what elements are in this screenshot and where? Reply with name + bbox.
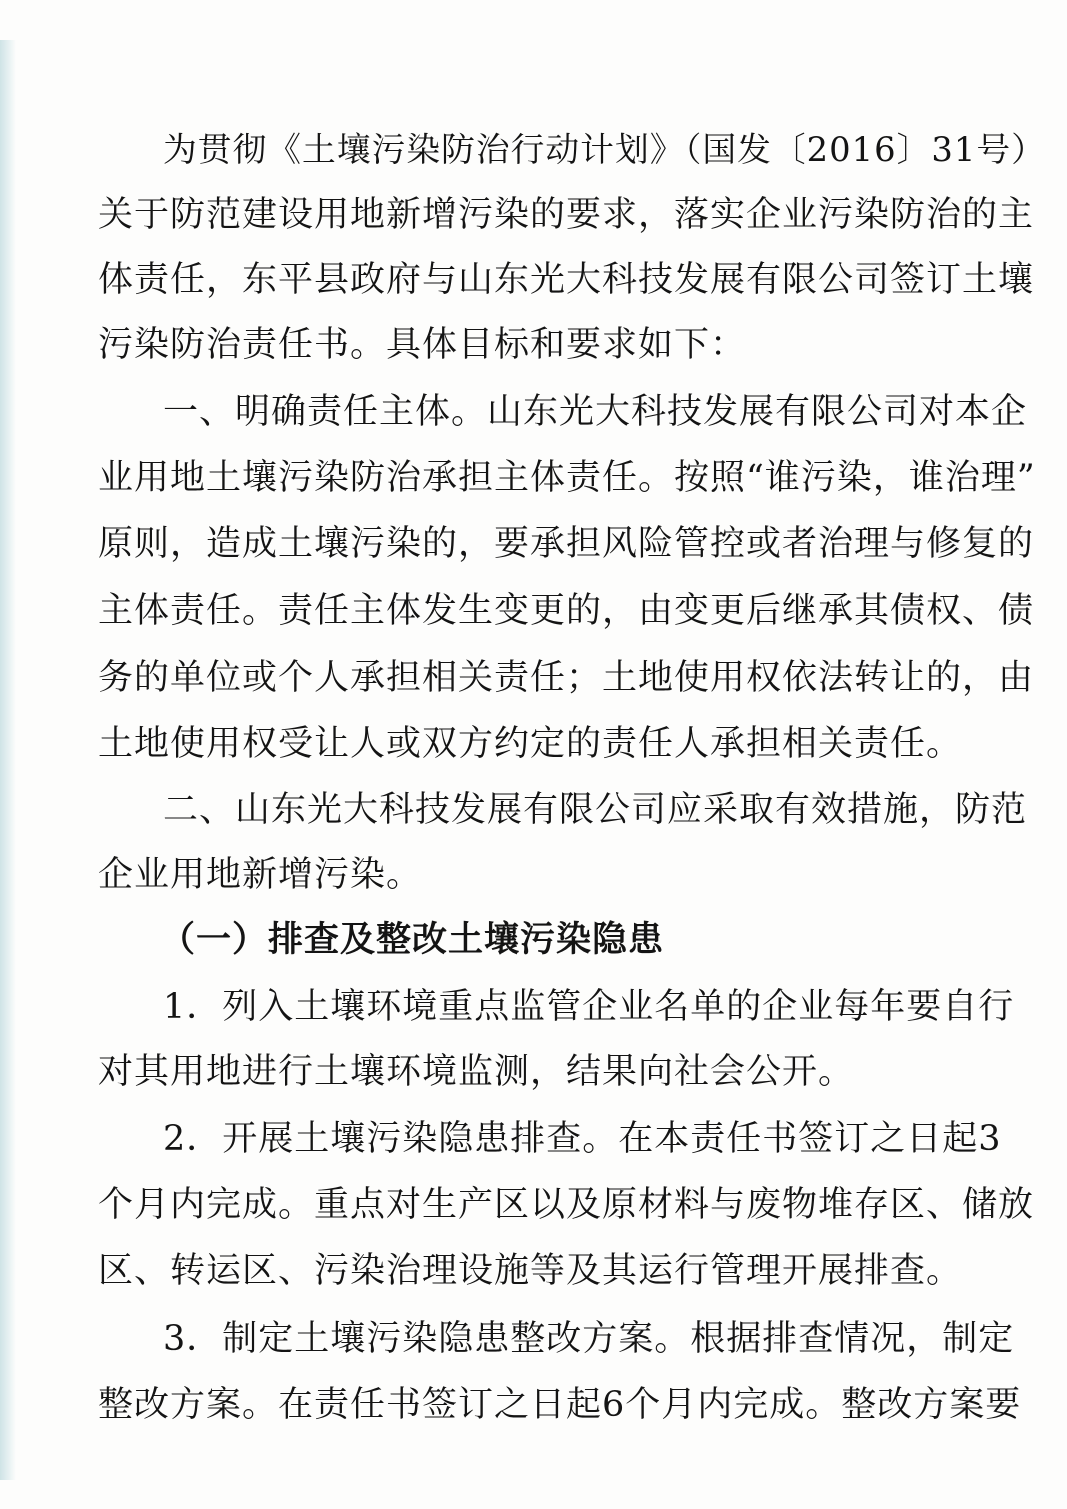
text-line-4: 污染防治责任书。具体目标和要求如下：	[98, 325, 747, 365]
text-line-3: 体责任，东平县政府与山东光大科技发展有限公司签订土壤	[98, 260, 1035, 300]
text-line-5: 一、明确责任主体。山东光大科技发展有限公司对本企	[163, 392, 1028, 432]
text-line-15: 对其用地进行土壤环境监测，结果向社会公开。	[98, 1052, 855, 1092]
text-line-16: 2．开展土壤污染隐患排查。在本责任书签订之日起3	[163, 1119, 1002, 1159]
text-line-18: 区、转运区、污染治理设施等及其运行管理开展排查。	[98, 1251, 963, 1291]
text-line-1: 为贯彻《土壤污染防治行动计划》（国发〔2016〕31号）	[163, 130, 1046, 169]
scan-edge-shadow	[0, 40, 16, 1480]
text-line-8: 主体责任。责任主体发生变更的，由变更后继承其债权、债	[98, 591, 1035, 631]
text-line-6: 业用地土壤污染防治承担主体责任。按照“谁污染，谁治理”	[98, 458, 1036, 498]
text-line-20: 整改方案。在责任书签订之日起6个月内完成。整改方案要	[98, 1385, 1022, 1425]
text-line-10: 土地使用权受让人或双方约定的责任人承担相关责任。	[98, 724, 963, 764]
text-line-2: 关于防范建设用地新增污染的要求，落实企业污染防治的主	[98, 195, 1035, 235]
text-line-11: 二、山东光大科技发展有限公司应采取有效措施，防范	[163, 790, 1028, 830]
text-line-12: 企业用地新增污染。	[98, 855, 423, 895]
text-line-17: 个月内完成。重点对生产区以及原材料与废物堆存区、储放	[98, 1185, 1035, 1225]
section-heading: （一）排查及整改土壤污染隐患	[160, 919, 665, 960]
text-line-14: 1．列入土壤环境重点监管企业名单的企业每年要自行	[163, 987, 1015, 1027]
text-line-9: 务的单位或个人承担相关责任；土地使用权依法转让的，由	[98, 658, 1035, 698]
text-line-19: 3．制定土壤污染隐患整改方案。根据排查情况，制定	[163, 1319, 1015, 1359]
text-line-7: 原则，造成土壤污染的，要承担风险管控或者治理与修复的	[98, 524, 1035, 564]
